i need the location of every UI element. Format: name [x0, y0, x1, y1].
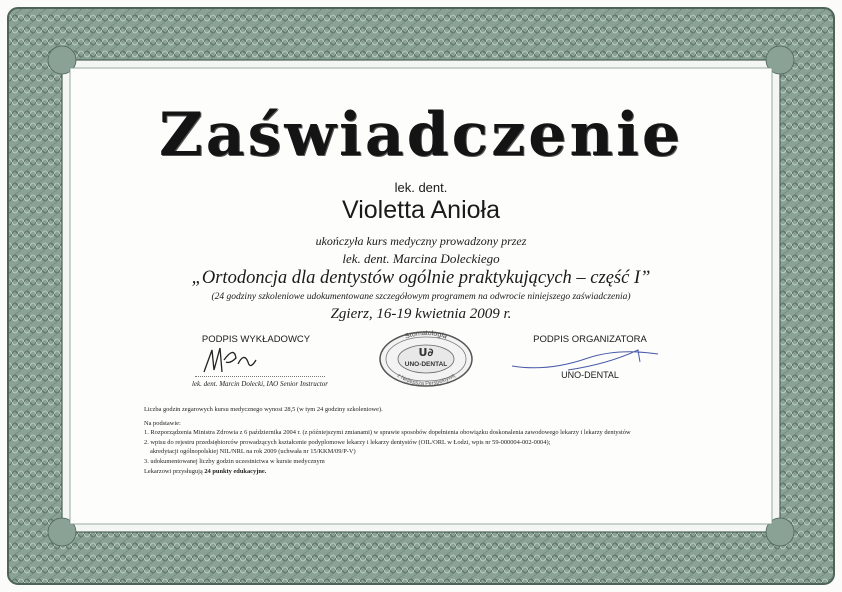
- education-points: [144, 467, 724, 477]
- place-and-date: Zgierz, 16-19 kwietnia 2009 r.: [330, 306, 512, 322]
- signature-line: [195, 376, 325, 377]
- points-value: 24 punkty edukacyjne.: [204, 467, 267, 475]
- recipient-name: Violetta Anioła: [342, 196, 500, 224]
- basis-item-2: 2. wpisu do rejestru przedsiębiorców prowadzących kształcenie podyplomowe lekarzy i lekarzy dentystów (OIL/ORL w Łodzi, wpis nr 59-000004-002-0004);: [144, 438, 551, 446]
- hours-statement: Liczba godzin zegarowych kursu medycznego wynosi 28,5 (w tym 24 godziny szkoleniowe).: [144, 406, 383, 413]
- lecturer-name: lek. dent. Marcina Doleckiego: [342, 251, 500, 266]
- stamp-bottom-text: z Nejlepszą Perspektywą: [395, 372, 457, 388]
- stamp-center-text: UNO-DENTAL: [404, 361, 448, 368]
- uno-dental-stamp-icon: [378, 330, 474, 388]
- lecturer-signature-label: PODPIS WYKŁADOWCY: [201, 334, 311, 345]
- recipient-degree: lek. dent.: [394, 180, 448, 195]
- course-title: „Ortodoncja dla dentystów ogólnie praktykujących – część I”: [191, 268, 651, 288]
- organizer-signature-label: PODPIS ORGANIZATORA: [533, 334, 647, 345]
- certificate-notes: [144, 405, 724, 476]
- lecturer-signature-caption: lek. dent. Marcin Dolecki, IAO Senior Instructor: [191, 380, 328, 388]
- basis-item-1: 1. Rozporządzenia Ministra Zdrowia z 6 października 2004 r. (z późniejszymi zmianami) w sprawie sposobów dopełnienia obowiązku doskonalenia zawodowego lekarzy i lekarzy dentystów: [144, 429, 631, 437]
- basis-item-3: 3. udokumentowanej liczby godzin uczestnictwa w kursie medycznym: [144, 457, 325, 465]
- certificate-title: Zaświadczenie: [158, 100, 684, 170]
- svg-text:U∂: U∂: [418, 346, 434, 359]
- points-prefix: Lekarzowi przysługują: [144, 467, 205, 475]
- completion-statement: ukończyła kurs medyczny prowadzony przez: [315, 234, 527, 248]
- lecturer-signature-icon: [200, 342, 270, 376]
- stamp-top-text: Stomatologia: [404, 330, 448, 341]
- hours-note: (24 godziny szkoleniowe udokumentowane szczegółowym programem na odwrocie niniejszego zaświadczenia): [211, 292, 631, 302]
- basis-heading: Na podstawie:: [144, 419, 181, 427]
- basis-item-2b: akredytacji ogólnopolskiej NIL/NRL na rok 2009 (uchwała nr 15/KKM/09/P-V): [150, 448, 356, 456]
- organizer-signature-caption: UNO-DENTAL: [561, 370, 619, 380]
